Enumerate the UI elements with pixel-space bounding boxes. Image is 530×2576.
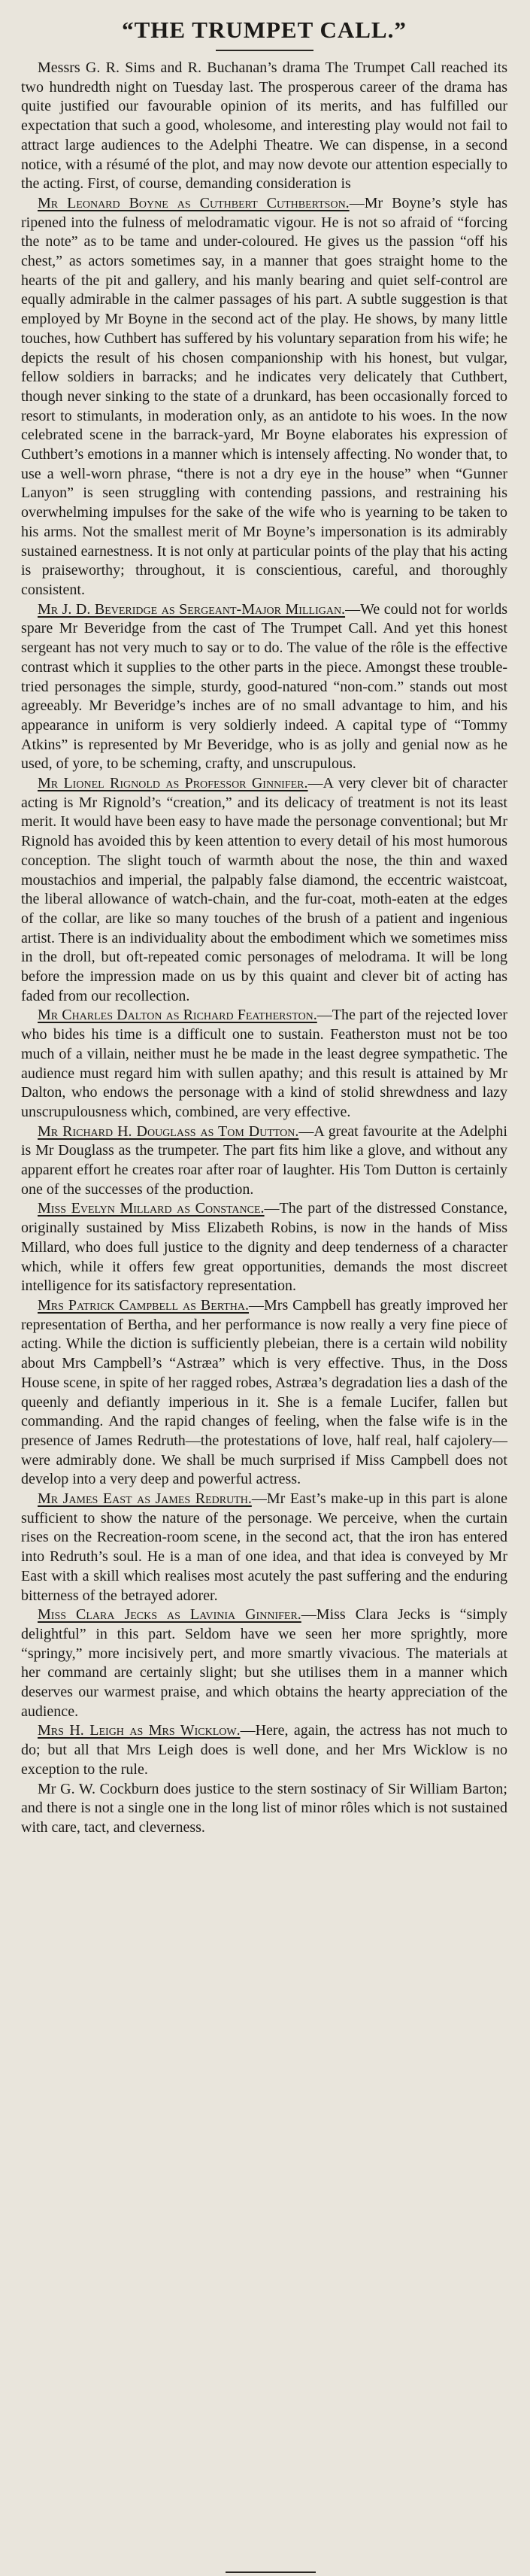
paragraph-text: —A very clever bit of character acting is Mr Rignold’s “creation,” and its delicacy of treatment is not its least merit. It would have been easy to have made the personage conventional; but Mr Rignold has avoided this by keen attention to every detail of his most humorous conception. The slight touch of warmth about the nose, the thin and waxed moustachios and imperial, the palpably false diamond, the eccentric waistcoat, the liberal allowance of watch-chain, and the fur-coat, moth-eaten at the edges of the collar, are like so many touches of the brush of a patient and ingenious artist. There is an individuality about the embodiment which we sometimes miss in the droll, but oft-repeated comic personages of melodrama. It will be long before the impression made on us by this quaint and clever bit of acting has faded from our recollection. (21, 775, 508, 1004)
title-rule (216, 50, 313, 51)
paragraph-text: Mr G. W. Cockburn does justice to the stern sostinacy of Sir William Barton; and there is not a single one in the long list of minor rôles which is not sustained with care, tact, and cleverness. (21, 1780, 507, 1836)
paragraph-boyne (21, 194, 507, 600)
paragraph-text: —The part of the distressed Constance, originally sustained by Miss Elizabeth Robins, is now in the hands of Miss Millard, who does full justice to the dignity and deep tenderness of a character which, while it offers few great opportunities, demands the most discreet intelligence for its satisfactory representation. (21, 1200, 507, 1295)
closing-rule (226, 2571, 316, 2573)
paragraph-heading: Mr James East as James Redruth. (38, 1490, 252, 1508)
paragraph-heading: Mr J. D. Beveridge as Sergeant-Major Milligan. (38, 600, 346, 618)
paragraph-heading: Mr Charles Dalton as Richard Featherston. (38, 1007, 317, 1024)
paragraph-text: —Mr Boyne’s style has ripened into the fulness of melodramatic vigour. He is not so afraid of “forcing the note” as to be tame and under-coloured. He gives us the passion “off his chest,” as actors sometimes say, in a manner that goes straight home to the hearts of the pit and gallery, and his manly bearing and quiet self-control are equally admirable in the calmer passages of his part. A subtle suggestion is that employed by Mr Boyne in the second act of the play. He shows, by many little touches, how Cuthbert has suffered by his voluntary separation from his wife; he depicts the result of his chosen companionship with his honest, but vulgar, fellow soldiers in barracks; and he indicates very delicately that Cuthbert, though never sinking to the state of a drunkard, has been occasionally forced to resort to stimulants, in moderation only, as an antidote to his woes. In the now celebrated scene in the barrack-yard, Mr Boyne elaborates his expression of Cuthbert’s emotions in a manner which is intensely affecting. No wonder that, to use a well-worn phrase, “there is not a dry eye in the house” when “Gunner Lanyon” is seen struggling with contending passions, and restraining his overwhelming impulses for the sake of the wife who is yearning to be taken to his arms. Not the smallest merit of Mr Boyne’s impersonation is its admirably sustained earnestness. It is not only at particular points of the play that his acting is praiseworthy; throughout, it is conscientious, careful, and thoroughly consistent. (21, 194, 507, 598)
paragraph-heading: Mr Lionel Rignold as Professor Ginnifer. (38, 775, 308, 792)
paragraph-douglass (21, 1122, 507, 1200)
paragraph-leigh (21, 1721, 507, 1779)
paragraph-heading: Mrs Patrick Campbell as Bertha. (38, 1297, 250, 1314)
paragraph-text: —Miss Clara Jecks is “simply delightful” in this part. Seldom have we seen her more sprightly, more “springy,” more incisively pert, and more smartly vivacious. The materials at her command are certainly slight; but she utilises them in a manner which deserves our warmest praise, and which obtains the hearty appreciation of the audience. (21, 1606, 507, 1720)
paragraph-beveridge (21, 600, 507, 774)
paragraph-heading: Mrs H. Leigh as Mrs Wicklow. (38, 1722, 241, 1739)
paragraph-campbell (21, 1296, 507, 1490)
paragraph-heading: Mr Richard H. Douglass as Tom Dutton. (38, 1122, 299, 1140)
paragraph-intro (21, 59, 507, 194)
paragraph-cockburn (21, 1780, 507, 1838)
paragraph-text: —Mr East’s make-up in this part is alone sufficient to show the nature of the personage. We perceive, when the curtain rises on the Recreation-room scene, in the second act, that the iron has entered into Redruth’s soul. He is a man of one idea, and that idea is conveyed by Mr East with a skill which realises most acutely the past suffering and the enduring bitterness of the betrayed adorer. (21, 1490, 507, 1604)
article-body (21, 59, 507, 1838)
paragraph-text: —A great favourite at the Adelphi is Mr Douglass as the trumpeter. The part fits him like a glove, and without any apparent effort he creates roar after roar of laughter. His Tom Dutton is certainly one of the successes of the production. (21, 1122, 507, 1198)
paragraph-text: —We could not for worlds spare Mr Beveridge from the cast of The Trumpet Call. And yet this honest sergeant has not very much to say or to do. The value of the rôle is the effective contrast which it supplies to the other parts in the piece. Amongst these trouble-tried personages the simple, sturdy, good-natured “non-com.” stands out most agreeably. Mr Beveridge’s inches are of no small advantage to him, and his appearance in uniform is very soldierly indeed. A capital type of “Tommy Atkins” is represented by Mr Beveridge, who is as jolly and genial now as he used, of yore, to be scheming, crafty, and unscrupulous. (21, 600, 507, 773)
article-title: “THE TRUMPET CALL.” (122, 17, 407, 43)
paragraph-text: —The part of the rejected lover who bides his time is a difficult one to sustain. Featherston must not be too much of a villain, neither must he be made in the least degree sympathetic. The audience must regard him with sullen apathy; and this result is attained by Mr Dalton, who endows the personage with a kind of stolid shrewdness and lazy unscrupulousness which, combined, are very effective. (21, 1007, 507, 1120)
paragraph-millard (21, 1199, 507, 1296)
paragraph-text: Messrs G. R. Sims and R. Buchanan’s drama The Trumpet Call reached its two hundredth night on Tuesday last. The prosperous career of the drama has quite justified our favourable opinion of its merits, and has fulfilled our expectation that such a good, wholesome, and interesting play would not fail to attract large audiences to the Adelphi Theatre. We can dispense, in a second notice, with a résumé of the plot, and may now devote our attention especially to the acting. First, of course, demanding consideration is (21, 59, 507, 193)
paragraph-rignold (21, 774, 507, 1006)
paragraph-heading: Mr Leonard Boyne as Cuthbert Cuthbertson. (38, 194, 350, 211)
paragraph-dalton (21, 1006, 507, 1122)
paragraph-text: —Mrs Campbell has greatly improved her representation of Bertha, and her performance is now really a very fine piece of acting. While the diction is sufficiently plebeian, there is a certain wild nobility about Mrs Campbell’s “Astræa” which is very effective. Thus, in the Doss House scene, in spite of her ragged robes, Astræa’s degradation lies a dash of the queenly and defiantly imperious in it. She is a female Lucifer, fallen but commanding. And the rapid changes of feeling, when the false wife is in the presence of James Redruth—the protestations of love, half real, half cajolery—were admirably done. We shall be much surprised if Miss Campbell does not develop into a very deep and powerful actress. (21, 1297, 507, 1488)
paragraph-heading: Miss Clara Jecks as Lavinia Ginnifer. (38, 1606, 301, 1624)
paragraph-jecks (21, 1605, 507, 1721)
paragraph-text: —Here, again, the actress has not much to do; but all that Mrs Leigh does is well done, and her Mrs Wicklow is no exception to the rule. (21, 1722, 507, 1778)
paragraph-heading: Miss Evelyn Millard as Constance. (38, 1200, 265, 1217)
paragraph-east (21, 1490, 507, 1605)
